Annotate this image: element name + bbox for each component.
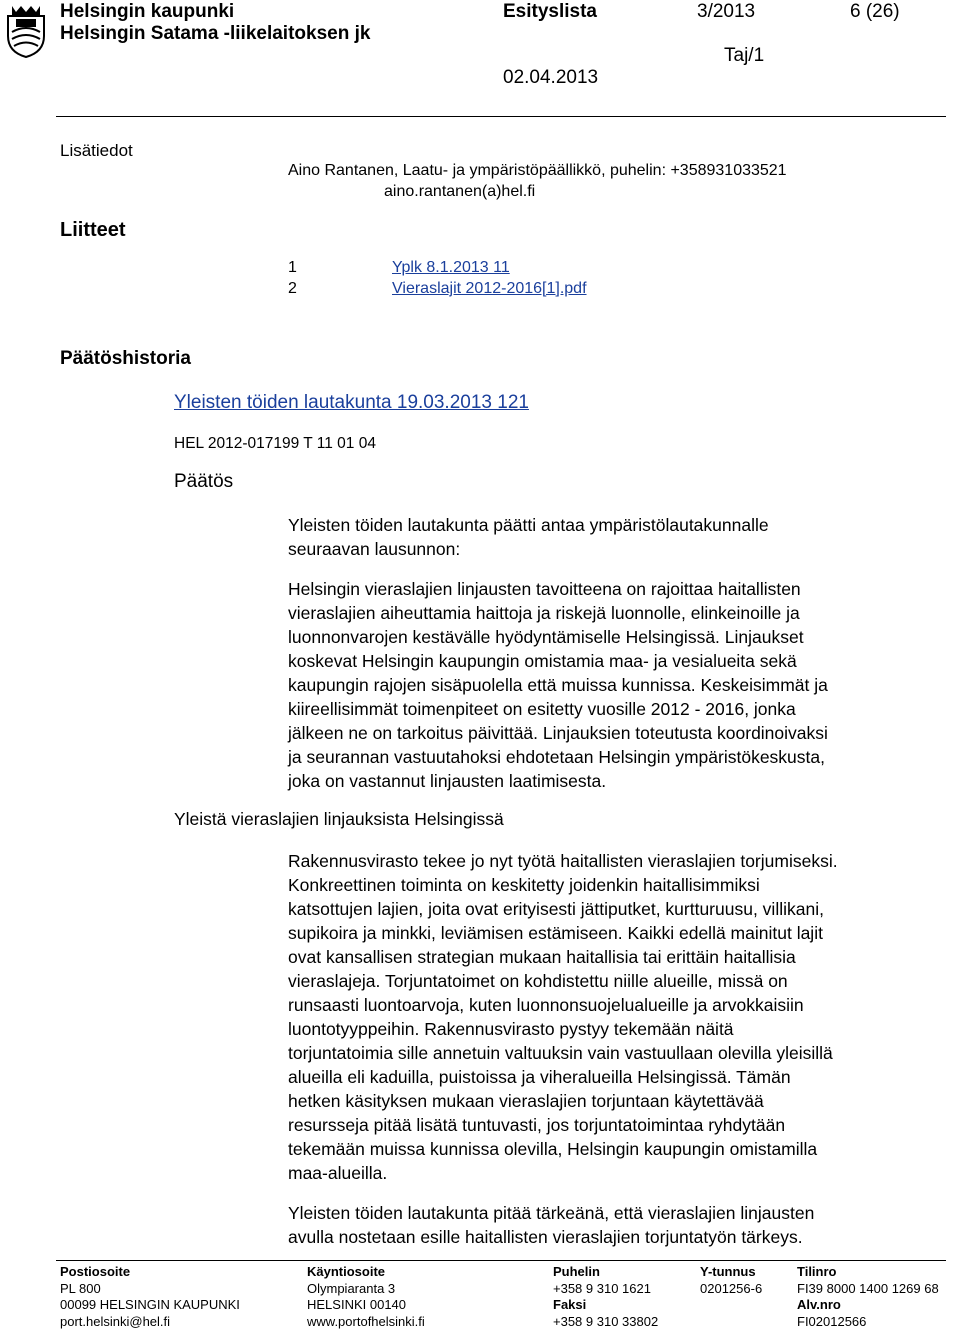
paragraph: Yleisten töiden lautakunta pitää tärkeänä, että vieraslajien linjausten avulla nostetaan esille haitallisten vieraslajien torjuntatyön tärkeys. <box>288 1203 815 1247</box>
footer-postal-address <box>60 1264 240 1330</box>
footer-value: FI39 8000 1400 1269 68 <box>797 1280 939 1296</box>
doc-date: 02.04.2013 <box>503 67 599 88</box>
footer-value: FI02012566 <box>797 1313 867 1329</box>
footer-website: www.portofhelsinki.fi <box>307 1313 425 1329</box>
footer-label: Tilinro <box>797 1264 837 1279</box>
org-unit: Helsingin Satama -liikelaitoksen jk <box>60 23 371 44</box>
footer-label: Käyntiosoite <box>307 1264 386 1279</box>
doc-type: Esityslista <box>503 1 597 22</box>
liitteet-label: Liitteet <box>60 219 126 241</box>
contact-email: aino.rantanen(a)hel.fi <box>384 183 536 200</box>
footer-label: Puhelin <box>553 1264 600 1279</box>
section-subheading: Yleistä vieraslajien linjauksista Helsingissä <box>174 809 504 829</box>
footer-value: Olympiaranta 3 <box>307 1280 396 1296</box>
attachment-link[interactable]: Yplk 8.1.2013 11 <box>392 259 510 276</box>
paragraph: Yleisten töiden lautakunta päätti antaa ympäristölautakunnalle seuraavan lausunnon: <box>288 515 769 559</box>
attachment-item <box>288 278 587 299</box>
org-name: Helsingin kaupunki <box>60 1 235 22</box>
footer-phone <box>553 1264 658 1330</box>
lisatiedot-label: Lisätiedot <box>60 141 133 160</box>
attachment-number: 1 <box>288 259 297 276</box>
statement-intro <box>288 513 938 561</box>
footer-value: +358 9 310 1621 <box>553 1280 651 1296</box>
footer-value: HELSINKI 00140 <box>307 1297 407 1313</box>
footer-value: PL 800 <box>60 1280 101 1296</box>
statement-conclusion <box>288 1201 938 1249</box>
paragraph: Rakennusvirasto tekee jo nyt työtä haitallisten vieraslajien torjumiseksi. Konkreettinen toiminta on keskitetty joidenkin haitallisimmiksi katsottujen lajien, joita ovat erityisesti jättiputket, kurtturuusu, villikani, supikoira ja minkki, leviämisen estämiseen. Kaikki edellä mainitut lajit ovat kansallisen strategian mukaan haitallisia tai erittäin haitallisia vieraslajeja. Torjuntatoimet on kohdistettu niille alueille, missä on runsaasti luontoarvoja, kuten luonnonsuojelualueille ja arvokkaisiin luontotyyppeihin. Rakennusvirasto pystyy tekemään näitä torjuntatoimia sille annetuin valtuuksin vain vastuullaan olevilla yleisillä alueilla eli kaduilla, puistoissa ja viheralueilla Helsingissä. Tämän hetken käsityksen mukaan vieraslajien torjuntaan käytettävää resursseja pitää lisätä tuntuvasti, jos torjuntatoimintaa ryhdytään tekemään muissa kunnissa olevilla, Helsingin kaupungin omistamilla maa-alueilla. <box>288 851 838 1183</box>
statement-goals <box>288 577 938 793</box>
footer-label: Y-tunnus <box>700 1264 756 1279</box>
page-number: 6 (26) <box>850 1 900 22</box>
footer-email: port.helsinki@hel.fi <box>60 1313 171 1329</box>
attachment-link[interactable]: Vieraslajit 2012-2016[1].pdf <box>392 280 587 297</box>
attachment-item <box>288 257 510 278</box>
history-meeting-link[interactable]: Yleisten töiden lautakunta 19.03.2013 121 <box>174 392 529 413</box>
doc-number: 3/2013 <box>697 1 756 22</box>
paragraph: Helsingin vieraslajien linjausten tavoitteena on rajoittaa haitallisten vieraslajien aiheuttamia haittoja ja riskejä luonnolle, elinkeinoille ja luonnonvarojen kestävälle hyödyntämiselle Helsingissä. Linjaukset koskevat Helsingin kaupungin omistamia maa- ja vesialueita sekä kaupungin rajojen sisäpuolella että muissa kunnissa. Keskeisimmät ja kiireellisimmät toimenpiteet on esitetty vuosille 2012 - 2016, jonka jälkeen ne on tarkoitus päivittää. Linjauksien toteutusta koordinoivaksi ja seurannan vastuutahoksi ehdotetaan Helsingin ympäristökeskusta, joka on vastannut linjausten laatimisesta. <box>288 579 828 791</box>
footer-value: 0201256-6 <box>700 1280 763 1296</box>
attachment-number: 2 <box>288 280 297 297</box>
footer-label: Alv.nro <box>797 1297 841 1313</box>
footer-value: 00099 HELSINGIN KAUPUNKI <box>60 1297 240 1313</box>
footer-label: Faksi <box>553 1297 587 1313</box>
footer-visiting-address <box>307 1264 425 1330</box>
statement-general <box>288 849 938 1185</box>
footer-label: Postiosoite <box>60 1264 131 1279</box>
decision-label: Päätös <box>174 471 234 492</box>
footer-value: +358 9 310 33802 <box>553 1313 659 1329</box>
footer-divider <box>56 1260 946 1261</box>
contact-person: Aino Rantanen, Laatu- ja ympäristöpäällikkö, puhelin: +358931033521 <box>288 162 787 179</box>
header-divider <box>56 116 946 117</box>
helsinki-crest-icon <box>4 2 48 58</box>
footer-account <box>797 1264 939 1330</box>
case-reference: HEL 2012-017199 T 11 01 04 <box>174 435 376 452</box>
history-title: Päätöshistoria <box>60 348 191 369</box>
footer-business-id <box>700 1264 762 1297</box>
item-id: Taj/1 <box>724 45 765 66</box>
